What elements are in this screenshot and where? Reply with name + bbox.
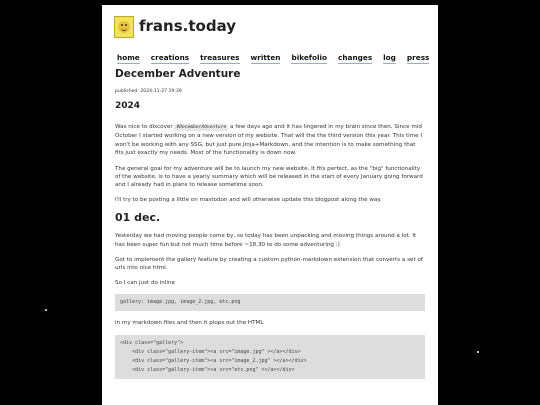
post-title: December Adventure [115,68,241,80]
nav-log[interactable]: log [383,53,396,62]
page [102,5,438,405]
markdown-paragraph: in my markdown files and then it plops out the HTML [115,320,264,327]
star [45,309,47,311]
code-inline: gallery: image.jpg, image_2.jpg, etc.png [115,294,425,311]
nav-treasures[interactable]: treasures [200,53,240,62]
nav-creations[interactable]: creations [150,53,190,62]
code-html-block: <div class="gallery"> <div class="gallery-item"><a src="image.jpg" ></a></div> <div class="gallery-item"><a src="image_2.jpg" ></a></div> <div class="gallery-item"><a src="etc.png" ></a></div> [115,335,425,379]
day-heading: 01 dec. [115,211,161,225]
nav-written[interactable]: written [250,53,281,62]
gallery-paragraph: Got to implement the gallery feature by creating a custom python-markdown extension that converts a set of urls into nice html. [115,257,423,272]
hashtag-link[interactable]: #DecemberAdventure [176,125,227,130]
intro-paragraph [115,123,425,158]
post-content [115,68,425,379]
site-title[interactable]: frans.today [139,17,237,35]
published-date: published: 2024-11-27 19:39 [115,89,182,94]
nav-press[interactable]: press [406,53,430,62]
main-nav [117,53,438,64]
mastodon-paragraph: I'll try to be posting a little on mastodon and will otherwise update this blogpost along the way. [115,196,382,203]
year-heading: 2024 [115,101,141,111]
logo-icon[interactable] [114,16,134,38]
nav-changes[interactable]: changes [338,53,373,62]
star [477,351,479,353]
intro-text-end: a few days ago and it has lingered in my brain since then. Since mid October I started working on a new version of my website. That will the the third version this year. This time I won't be working with any SSG, but just pure Jinja+Markdown, and the intention is to make something that fits just exactly my needs. Most of the functionality is down now. [115,124,423,157]
smiley-icon [118,21,130,33]
day-paragraph: Yesterday we had moving people come by, so today has been unpacking and moving things around a lot. It has been super fun but not much time before ~18.30 to do some adventuring :) [115,233,417,248]
nav-bikefolio[interactable]: bikefolio [291,53,328,62]
inline-paragraph: So I can just do inline [115,279,175,286]
goal-paragraph: The general goal for my adventure will be to launch my new website. It fits perfect, as the "big" functionality of the website, is to have a yearly summary which will be released in the start of every January going forward and I already had in plans to release sometime soon. [115,165,423,189]
intro-text-start: Was nice to discover [115,124,173,130]
nav-home[interactable]: home [117,53,140,62]
